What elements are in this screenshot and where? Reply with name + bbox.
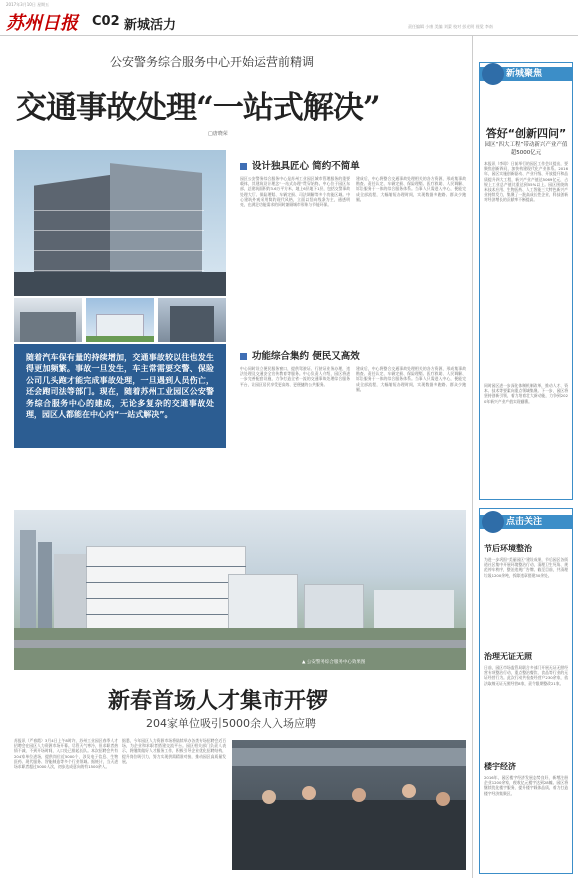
subhead-function-text: 功能综合集约 便民又高效 [252, 351, 360, 362]
section-name: 新城活力 [124, 18, 177, 33]
masthead [0, 0, 578, 36]
lead-intro-text: 随着汽车保有量的持续增加，交通事故较以往也发生得更加频繁。事故一旦发生，车主常需要交警、保险公司几头跑才能完成事故处理，一旦遇到人员伤亡，还会跑司法等部门。现在，随着苏州工业园区公安警务综合服务中心的建成，无论多复杂的交通事故处理，园区人都能在中心内“一站式解决”。 [26, 353, 214, 420]
attention-badge [480, 515, 572, 529]
topic-building-body: 2016年，园区楼宇经济发展态势良好，新增注册企业1200余家，税收亿元楼宇达到28幢。园区将继续优化楼宇服务，提升楼宇载体品质，着力打造楼宇经济集聚区。 [484, 775, 568, 796]
masthead-date: 2017年3月10日 星期五 [6, 2, 50, 7]
topic-license-body: 日前，园区市场监管局联合多部门开展无证无照经营专项整治行动，重点整治餐饮、食品等行业的无证经营行为。此次行动共检查经营户230余家，依法取缔无证无照经营8家，责令限期整改21家。 [484, 665, 568, 686]
lead-kicker: 公安警务综合服务中心开始运营前精调 [110, 55, 315, 69]
square-bullet-icon [240, 353, 247, 360]
aerial-photo-caption [302, 659, 365, 665]
jobfair-headline: 新春首场人才集市开锣 [108, 688, 329, 714]
lead-body-col1: 园区公安警务综合服务中心是苏州工业园区城市管理服务的重要载体，其建筑设计理念“一站式办理”贯穿始终。中心位于园区东部，总建筑面积约3.6万平方米，地上6层地下1层，包括交警事故处理大厅、保险理赔、车辆定损、司法调解等多个功能区域。中心建筑外观采用简约现代风格，立面以竖向线条为主，通透明亮，在满足功能需求的同时兼顾城市形象与节能环保。 [240, 176, 350, 208]
lead-intro-box [14, 344, 226, 448]
topic-license-title: 治理无证无照 [484, 652, 532, 661]
focus-badge-icon [482, 63, 504, 85]
attention-badge-text: 点击关注 [506, 517, 543, 527]
masthead-logo: 苏州日报 [6, 13, 78, 34]
building-photo-1 [14, 298, 82, 342]
attention-card [479, 508, 573, 874]
subhead-design-text: 设计独具匠心 简约不简单 [252, 161, 360, 172]
building-photo-2 [86, 298, 154, 342]
topic-env-title: 节后环境整治 [484, 544, 532, 553]
building-photo-main [14, 150, 226, 296]
attention-badge-icon [482, 511, 504, 533]
focus-badge-text: 新城聚焦 [506, 69, 543, 79]
aerial-photo [14, 510, 466, 670]
building-photo-3 [158, 298, 226, 342]
lead-body-col3: 中心同时设立便民服务窗口，提供驾驶证、行驶证业务办理，违法处理及交通安全宣传教育等服务。中心负责人介绍，园区将进一步完善配套设施，力争打造全省一流的交通事故处理综合服务平台，让园区居民享受更高效、更便捷的公共服务。 [240, 366, 350, 387]
page-number: C02 [92, 14, 120, 29]
subhead-function [240, 348, 360, 362]
focus-body-cont: 同时园区进一步深化体制机制改革，推动人才、资本、技术等要素向重点领域集聚。下一步，园区将坚持创新引领，着力培育壮大新动能，力争到2020年新兴产业产值实现翻番。 [484, 383, 568, 404]
topic-building-title: 楼宇经济 [484, 762, 516, 771]
lead-body-col4: 建成后，中心将整合交通事故处理相关的各方资源，形成集事故勘查、责任认定、车辆定损、保险理赔、医疗救助、人民调解、诉讼服务于一体的综合服务体系。当事人只需进入中心，便能完成全部流程，大幅缩短办理时间，实现数据多跑路、群众少跑腿。 [356, 366, 466, 392]
editor-credits: 责任编辑 小康 美编 刘蒙 校对 彭光明 视觉 李南 [408, 24, 493, 29]
square-bullet-icon [240, 163, 247, 170]
lead-headline: 交通事故处理“一站式解决” [16, 90, 380, 126]
focus-body: 本报讯（李琼）日前举行的园区工作会议提出，要聚焦创新四问，加快构建现代化产业体系。2016年，园区实施创新驱动、产业升级、开放提升和品质提升四大工程，新兴产业产值达5069亿元，占规上工业总产值比重达到55%以上。园区围绕纳米技术应用、生物医药、人工智能三大特色新兴产业持续发力，集聚了一批高成长性企业，科技创新对经济增长的贡献率不断提高。 [484, 161, 568, 203]
focus-card [479, 62, 573, 500]
camera-icon: ▲ [302, 660, 306, 665]
lead-byline: □唐晓荣 [208, 131, 228, 137]
sidebar [472, 36, 578, 878]
focus-badge [480, 67, 572, 81]
focus-headline: 答好“创新四问” [485, 127, 567, 140]
jobfair-subtitle: 204家单位吸引5000余人入场应聘 [146, 717, 316, 730]
topic-env-body: 为进一步巩固“美丽园区”建设成果，节后园区各街道社区集中开展环境整治行动，清理卫生死角、规范停车秩序，整治违规广告牌。截至目前，共清理垃圾1200余吨，拆除违章搭建30余处。 [484, 557, 568, 578]
jobfair-body-col2: 据悉，今年园区人力资源市场将陆续举办各类专场招聘会近百场，为企业和求职者搭建交流平台。园区相关部门负责人表示，将继续做好人才服务工作，积极引导企业优化招聘结构，提升岗位吸引力，努力实现供需精准对接，推动园区高质量发展。 [122, 738, 226, 764]
jobfair-body-col1: 苏报讯（严春霞）3月4日上午8时许，苏州工业园区春季人才招聘会在园区人力资源市场开幕。尽管天气寒冷，但求职者热情不减，不到开场时间，入口处已排起长队。本次招聘会共有204家单位进场，提供岗位近5000个，涉及电子信息、生物医药、现代服务、智能制造等多个行业领域。据统计，当天进场求职者超过5000人次，初步达成意向的有1500余人。 [14, 738, 118, 770]
subhead-design [240, 158, 360, 172]
lead-body-col2: 建成后，中心将整合交通事故处理相关的各方资源，形成集事故勘查、责任认定、车辆定损、保险理赔、医疗救助、人民调解、诉讼服务于一体的综合服务体系。当事人只需进入中心，便能完成全部流程，大幅缩短办理时间，实现数据多跑路、群众少跑腿。 [356, 176, 466, 202]
aerial-photo-caption-text: 公安警务综合服务中心效果图 [306, 660, 366, 665]
jobfair-photo [232, 740, 466, 870]
focus-subheadline: 园区“四大工程”带动新兴产业产值超5000亿元 [484, 142, 568, 156]
